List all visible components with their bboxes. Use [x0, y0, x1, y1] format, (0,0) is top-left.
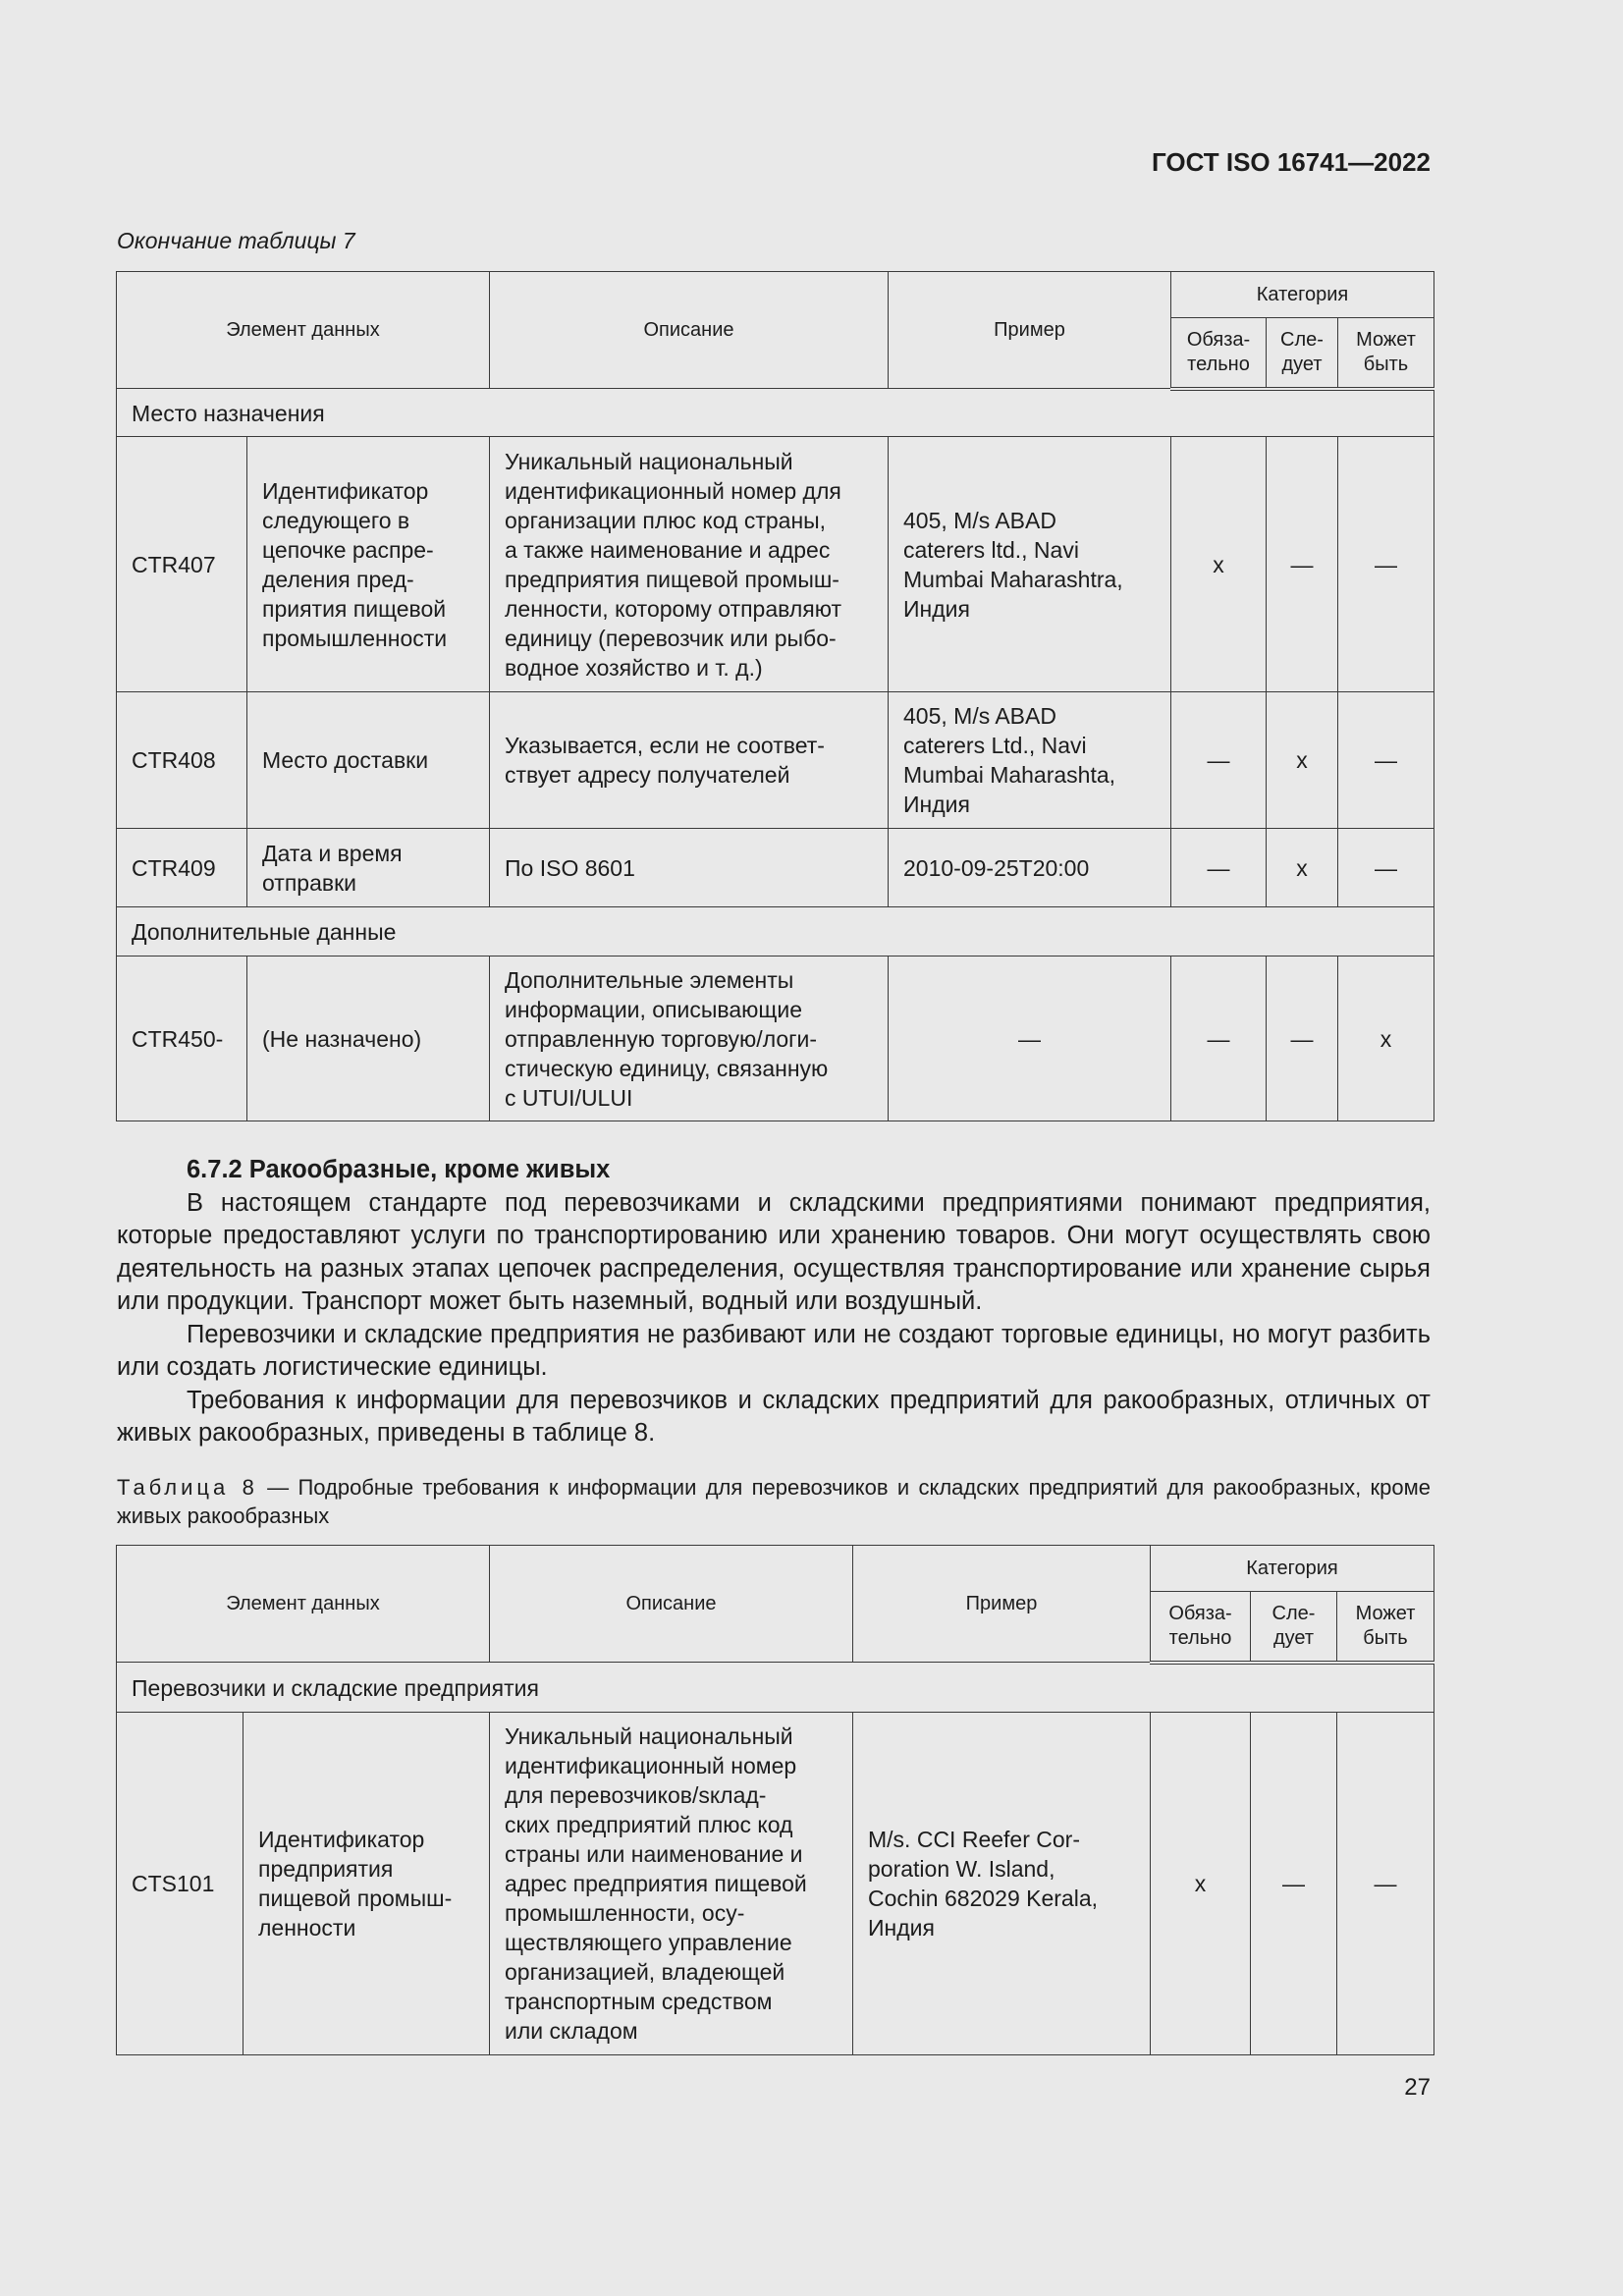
row-should: — [1251, 1713, 1337, 2055]
table-row [117, 1713, 1434, 2055]
header-example: Пример [889, 272, 1171, 389]
row-description: Дополнительные элементы информации, описывающие отправленную торговую/логи- стическую единицу, связанную с UTUI/ULUI [490, 957, 889, 1121]
section-title: Перевозчики и складские предприятия [117, 1663, 1434, 1713]
row-mandatory: x [1171, 437, 1267, 692]
table-7 [116, 271, 1434, 1121]
row-code: CTR409 [117, 829, 247, 907]
section-title: Место назначения [117, 389, 1434, 437]
table-8-caption [117, 1473, 1431, 1530]
table-8 [116, 1545, 1434, 2055]
section-6-7-2 [117, 1154, 1431, 1450]
table-row [117, 692, 1434, 829]
row-should: x [1267, 692, 1338, 829]
row-may: x [1338, 957, 1434, 1121]
row-code: CTR450- [117, 957, 247, 1121]
row-may: — [1338, 692, 1434, 829]
row-example: 2010-09-25T20:00 [889, 829, 1171, 907]
row-code: CTS101 [117, 1713, 243, 2055]
document-standard-header: ГОСТ ISO 16741—2022 [1151, 147, 1431, 177]
row-description: Указывается, если не соответ- ствует адресу получателей [490, 692, 889, 829]
caption-text: — Подробные требования к информации для перевозчиков и складских предприятий для ракообразных, кроме живых ракообразных [117, 1475, 1431, 1528]
row-example: — [889, 957, 1171, 1121]
header-category: Категория [1151, 1546, 1434, 1592]
header-element: Элемент данных [117, 1546, 490, 1663]
row-mandatory: x [1151, 1713, 1251, 2055]
row-code: CTR408 [117, 692, 247, 829]
paragraph: В настоящем стандарте под перевозчиками и складскими предприятиями понимают предприятия, которые предоставляют услуги по транспортированию или хранению товаров. Они могут осуществлять свою деятельность на разных этапах цепочек распределения, осуществляя транспортирование или хранение сырья или продукции. Транспорт может быть наземный, водный или воздушный. [117, 1188, 1431, 1315]
row-example: 405, M/s ABAD caterers ltd., Navi Mumbai Maharashtra, Индия [889, 437, 1171, 692]
header-may: Может быть [1337, 1592, 1434, 1663]
header-category: Категория [1171, 272, 1434, 318]
row-mandatory: — [1171, 957, 1267, 1121]
row-may: — [1338, 437, 1434, 692]
row-name: Идентификатор предприятия пищевой промыш- ленности [243, 1713, 490, 2055]
header-description: Описание [490, 1546, 853, 1663]
row-description: Уникальный национальный идентификационный номер для перевозчиков/sклад- ских предприятий плюс код страны или наименование и адрес предприятия пищевой промышленности, осу- ществляющего управление организацией, владеющей транспортным средством или складом [490, 1713, 853, 2055]
table-row [117, 829, 1434, 907]
caption-label: Таблица 8 [117, 1475, 258, 1500]
header-example: Пример [853, 1546, 1151, 1663]
header-should: Сле- дует [1251, 1592, 1337, 1663]
row-may: — [1337, 1713, 1434, 2055]
header-mandatory: Обяза- тельно [1171, 318, 1267, 389]
table-row [117, 957, 1434, 1121]
paragraph: Перевозчики и складские предприятия не разбивают или не создают торговые единицы, но могут разбить или создать логистические единицы. [117, 1320, 1431, 1381]
section-heading: 6.7.2 Ракообразные, кроме живых [187, 1156, 611, 1183]
row-should: x [1267, 829, 1338, 907]
header-element: Элемент данных [117, 272, 490, 389]
section-title: Дополнительные данные [117, 907, 1434, 957]
row-name: (Не назначено) [247, 957, 490, 1121]
header-should: Сле- дует [1267, 318, 1338, 389]
table-continuation-note: Окончание таблицы 7 [117, 228, 355, 253]
row-description: По ISO 8601 [490, 829, 889, 907]
paragraph: Требования к информации для перевозчиков и складских предприятий для ракообразных, отличных от живых ракообразных, приведены в таблице 8. [117, 1386, 1431, 1447]
table-row [117, 437, 1434, 692]
row-example: M/s. CCI Reefer Cor- poration W. Island, Cochin 682029 Kerala, Индия [853, 1713, 1151, 2055]
row-code: CTR407 [117, 437, 247, 692]
row-should: — [1267, 437, 1338, 692]
row-name: Место доставки [247, 692, 490, 829]
header-description: Описание [490, 272, 889, 389]
header-mandatory: Обяза- тельно [1151, 1592, 1251, 1663]
header-may: Может быть [1338, 318, 1434, 389]
row-should: — [1267, 957, 1338, 1121]
page-number: 27 [1404, 2074, 1431, 2101]
row-name: Дата и время отправки [247, 829, 490, 907]
row-may: — [1338, 829, 1434, 907]
row-name: Идентификатор следующего в цепочке распре- деления пред- приятия пищевой промышленности [247, 437, 490, 692]
row-example: 405, M/s ABAD caterers Ltd., Navi Mumbai Maharashta, Индия [889, 692, 1171, 829]
row-mandatory: — [1171, 692, 1267, 829]
row-mandatory: — [1171, 829, 1267, 907]
row-description: Уникальный национальный идентификационный номер для организации плюс код страны, а также наименование и адрес предприятия пищевой промыш- ленности, которому отправляют единицу (перевозчик или рыбо- водное хозяйство и т. д.) [490, 437, 889, 692]
